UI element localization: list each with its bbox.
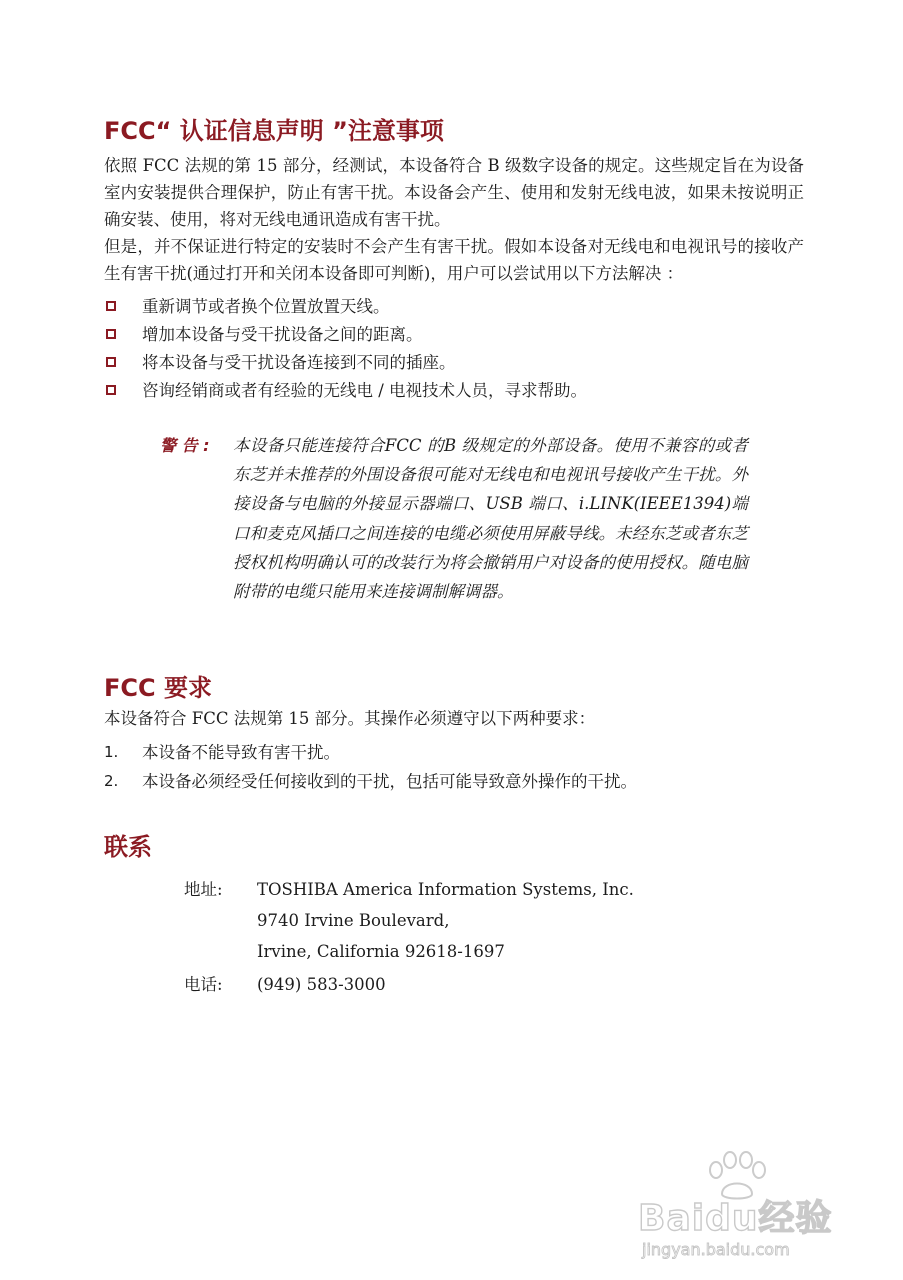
- watermark-url: jingyan.baidu.com: [642, 1240, 790, 1259]
- address-row: [184, 874, 804, 967]
- address-line: Irvine, California 92618-1697: [257, 942, 505, 961]
- remedy-list: [104, 293, 804, 405]
- address-lines: [257, 874, 634, 967]
- baidu-jingyan-watermark: [638, 1150, 848, 1260]
- fcc-requirements-intro: 本设备符合 FCC 法规第 15 部分。其操作必须遵守以下两种要求：: [104, 709, 596, 728]
- checkbox-bullet-icon: [106, 301, 116, 311]
- phone-number: (949) 583-3000: [257, 975, 386, 994]
- fcc-notice-paragraph-1: 依照 FCC 法规的第 15 部分，经测试，本设备符合 B 级数字设备的规定。这些规定旨在为设备室内安装提供合理保护，防止有害干扰。本设备会产生、使用和发射无线电波，如果未按说明正确安装、使用，将对无线电通讯造成有害干扰。: [104, 156, 804, 229]
- address-line: 9740 Irvine Boulevard,: [257, 911, 450, 930]
- list-item: 1. 本设备不能导致有害干扰。: [104, 738, 804, 767]
- warning-text: 本设备只能连接符合FCC 的B 级规定的外部设备。使用不兼容的或者东芝并未推荐的外围设备很可能对无线电和电视讯号接收产生干扰。外接设备与电脑的外接显示器端口、USB 端口、i.LINK(IEEE1394)端口和麦克风插口之间连接的电缆必须使用屏蔽导线。未经东芝或者东芝授权机构明确认可的改装行为将会撤销用户对设备的使用授权。随电脑附带的电缆只能用来连接调制解调器。: [233, 436, 748, 602]
- fcc-notice-paragraph-2: 但是，并不保证进行特定的安装时不会产生有害干扰。假如本设备对无线电和电视讯号的接收产生有害干扰(通过打开和关闭本设备即可判断)，用户可以尝试用以下方法解决 ：: [104, 237, 804, 283]
- document-body: [104, 114, 804, 1000]
- list-number: 1.: [104, 743, 119, 761]
- warning-label: 警 告 :: [160, 436, 210, 455]
- list-item: 重新调节或者换个位置放置天线。: [104, 293, 804, 321]
- list-item: 2. 本设备必须经受任何接收到的干扰，包括可能导致意外操作的干扰。: [104, 767, 804, 796]
- checkbox-bullet-icon: [106, 329, 116, 339]
- contact-heading: 联系: [104, 833, 152, 861]
- phone-label: 电话:: [184, 975, 223, 994]
- checkbox-bullet-icon: [106, 357, 116, 367]
- checkbox-bullet-icon: [106, 385, 116, 395]
- phone-row: [184, 969, 804, 1000]
- list-item: 将本设备与受干扰设备连接到不同的插座。: [104, 349, 804, 377]
- requirements-list: [104, 738, 804, 796]
- contact-block: [184, 874, 804, 1000]
- fcc-requirements-heading: FCC 要求: [104, 674, 212, 702]
- warning-block: [160, 431, 804, 631]
- address-line: TOSHIBA America Information Systems, Inc.: [257, 880, 634, 899]
- address-label: 地址:: [184, 880, 223, 899]
- list-item: 增加本设备与受干扰设备之间的距离。: [104, 321, 804, 349]
- list-item: 咨询经销商或者有经验的无线电 / 电视技术人员，寻求帮助。: [104, 377, 804, 405]
- watermark-logo-text: Baidu经验: [638, 1198, 833, 1239]
- list-number: 2.: [104, 772, 119, 790]
- fcc-notice-heading: FCC“ 认证信息声明 ”注意事项: [104, 117, 444, 145]
